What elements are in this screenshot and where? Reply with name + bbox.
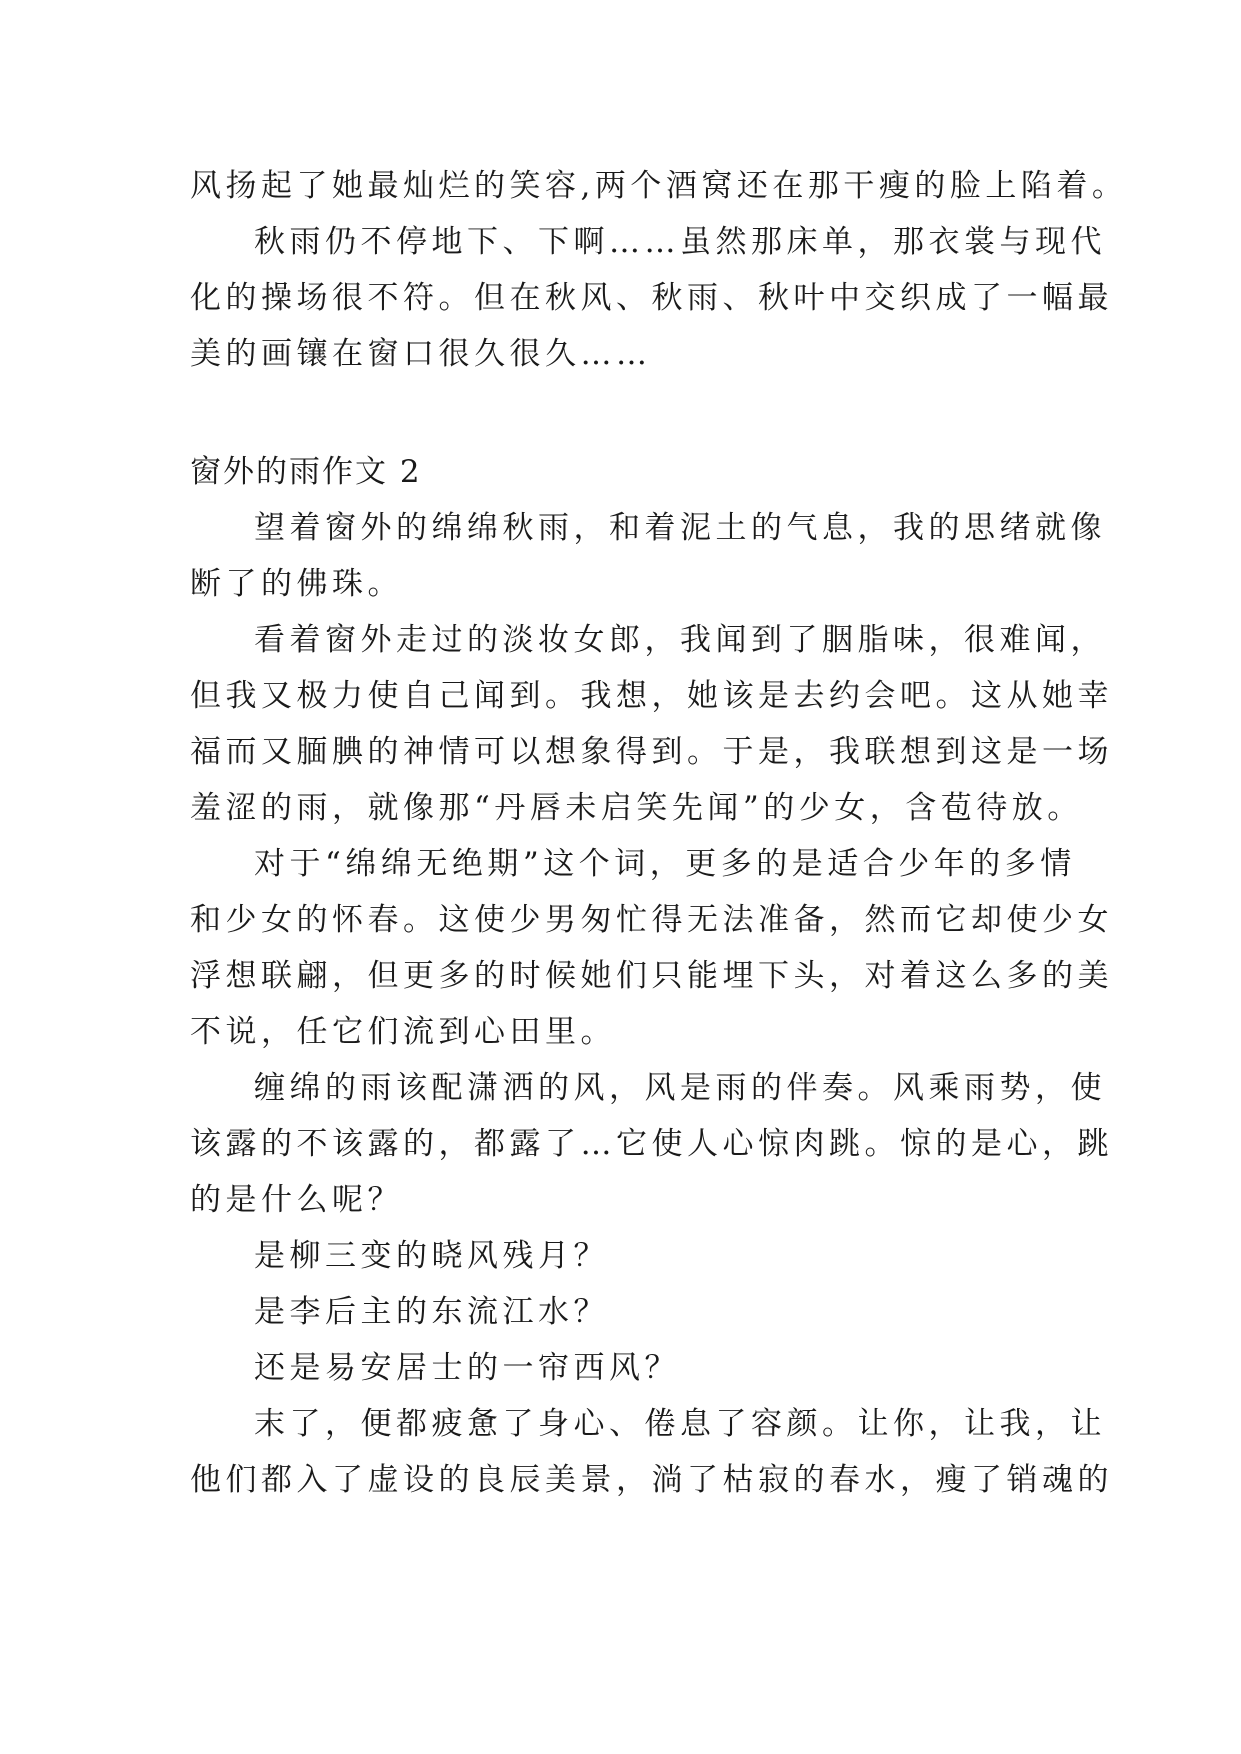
paragraph-line: 看着窗外走过的淡妆女郎，我闻到了胭脂味，很难闻， <box>254 622 1106 658</box>
paragraph-line: 福而又腼腆的神情可以想象得到。于是，我联想到这是一场 <box>190 734 1113 770</box>
paragraph-line: 还是易安居士的一帘西风？ <box>254 1350 680 1386</box>
paragraph-line: 是李后主的东流江水？ <box>254 1294 609 1330</box>
paragraph-line: 他们都入了虚设的良辰美景，淌了枯寂的春水，瘦了销魂的 <box>190 1462 1113 1498</box>
paragraph-line: 该露的不该露的，都露了…它使人心惊肉跳。惊的是心，跳 <box>190 1126 1113 1162</box>
paragraph-line: 但我又极力使自己闻到。我想，她该是去约会吧。这从她幸 <box>190 678 1113 714</box>
section-heading: 窗外的雨作文 2 <box>190 454 422 490</box>
paragraph-line: 望着窗外的绵绵秋雨，和着泥土的气息，我的思绪就像 <box>254 510 1106 546</box>
paragraph-line: 缠绵的雨该配潇洒的风，风是雨的伴奏。风乘雨势，使 <box>254 1070 1106 1106</box>
paragraph-line: 对于“绵绵无绝期”这个词，更多的是适合少年的多情 <box>254 846 1076 882</box>
paragraph-line: 浮想联翩，但更多的时候她们只能埋下头，对着这么多的美 <box>190 958 1113 994</box>
paragraph-line: 是柳三变的晓风残月？ <box>254 1238 609 1274</box>
paragraph-line: 秋雨仍不停地下、下啊……虽然那床单，那衣裳与现代 <box>254 224 1106 260</box>
paragraph-line: 羞涩的雨，就像那“丹唇未启笑先闻”的少女，含苞待放。 <box>190 790 1083 826</box>
paragraph-line: 化的操场很不符。但在秋风、秋雨、秋叶中交织成了一幅最 <box>190 280 1113 316</box>
paragraph-line: 的是什么呢？ <box>190 1182 403 1218</box>
paragraph-line: 末了，便都疲惫了身心、倦息了容颜。让你，让我，让 <box>254 1406 1106 1442</box>
paragraph-line: 和少女的怀春。这使少男匆忙得无法准备，然而它却使少女 <box>190 902 1113 938</box>
paragraph-line: 美的画镶在窗口很久很久…… <box>190 336 652 372</box>
paragraph-line: 风扬起了她最灿烂的笑容,两个酒窝还在那干瘦的脸上陷着。 <box>190 168 1128 204</box>
paragraph-line: 断了的佛珠。 <box>190 566 403 602</box>
paragraph-line: 不说，任它们流到心田里。 <box>190 1014 616 1050</box>
